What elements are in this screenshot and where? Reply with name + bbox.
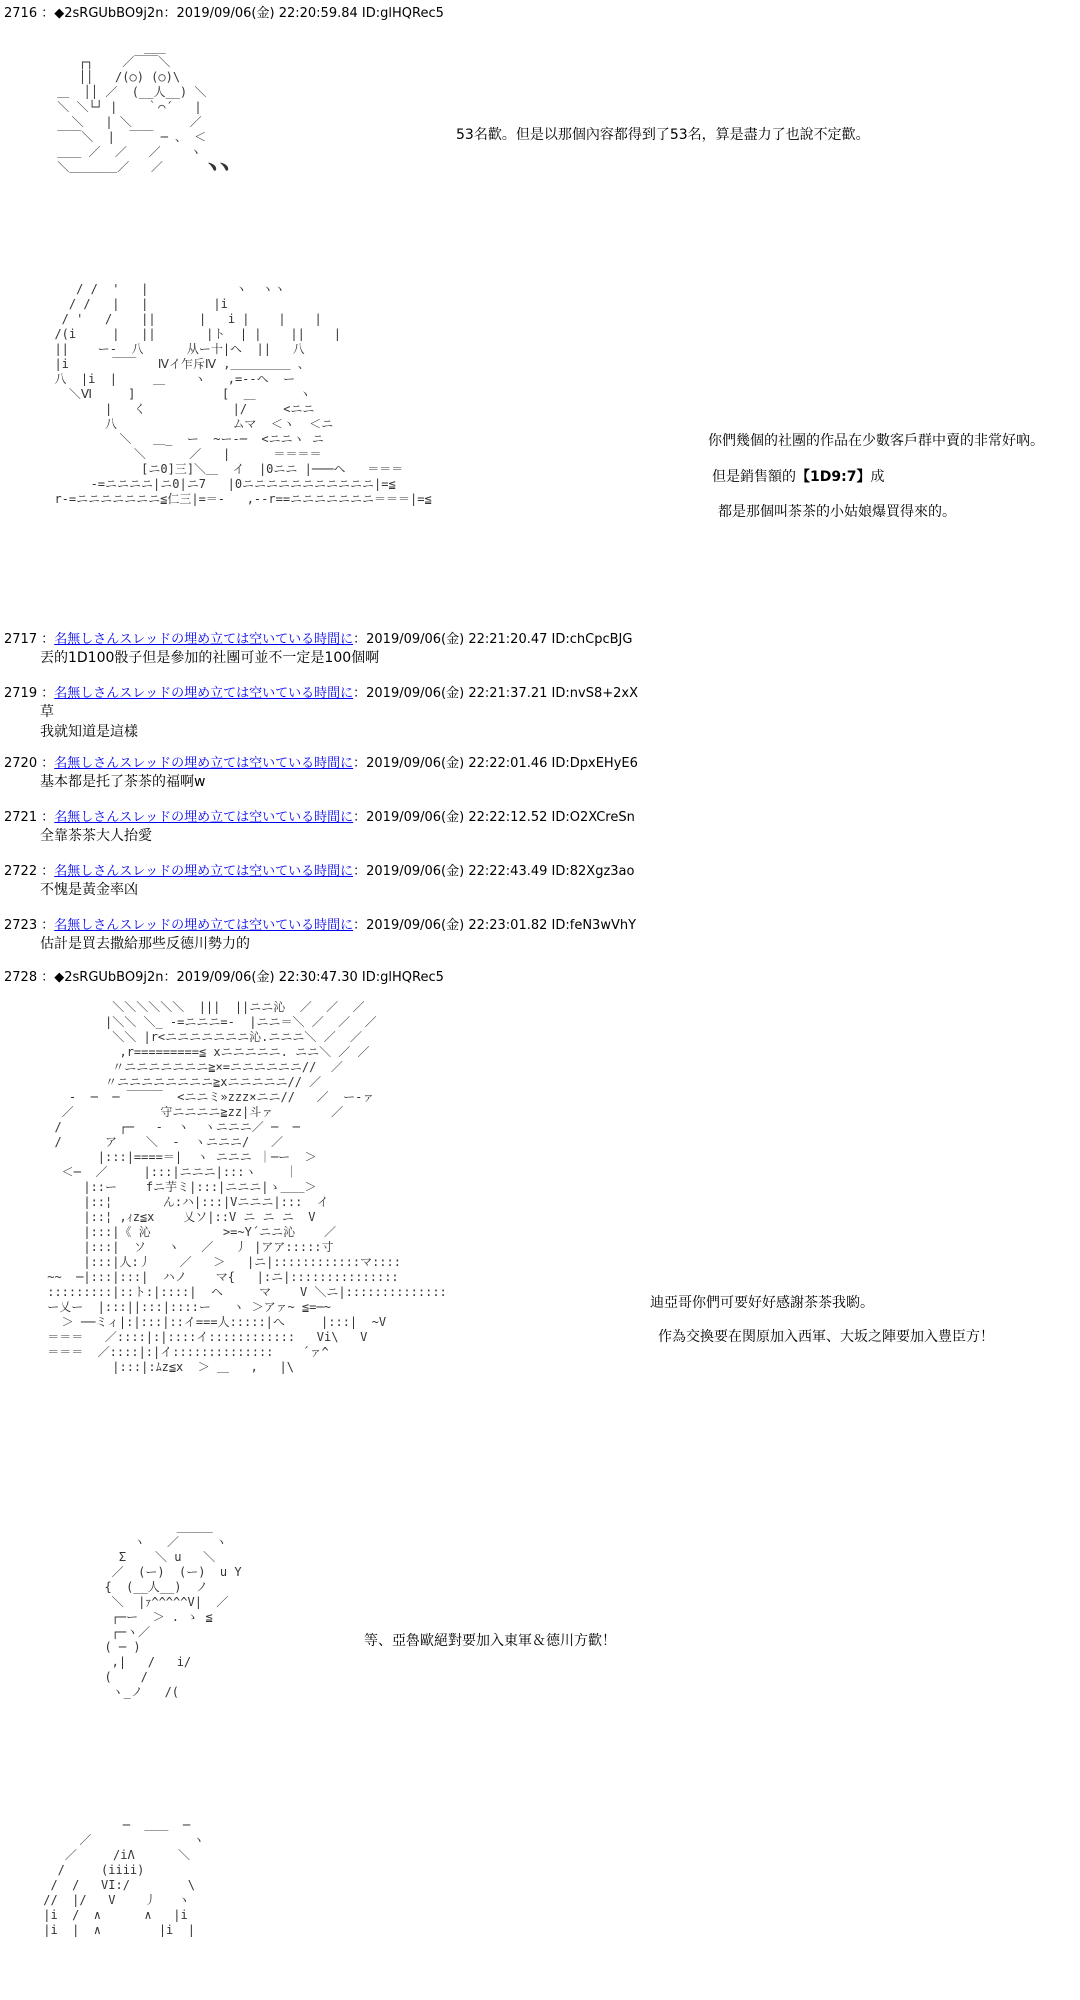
reply-2720	[0, 752, 638, 791]
post-datetime: 2019/09/06(金) 22:21:37.21	[366, 686, 548, 701]
post-datetime: 2019/09/06(金) 22:30:47.30	[176, 970, 358, 985]
poster-name-link[interactable]: 名無しさんスレッドの埋め立ては空いている時間に	[54, 810, 354, 825]
dice-result: 【1D9:7】	[796, 469, 871, 485]
ascii-art-girl-pointing: / / ' | ヽ ヽヽ / / | | |i / ' / || | i | | | /(i | || |ト | | || | || ー- 八 从ー十|ヘ || 八 |i ￣￣ Ⅳイ乍斥Ⅳ ,＿＿＿＿＿ 、 八 |i | ＿ ヽ ,=--ヘ ー ＼Ⅵ ] [ ＿ ヽ | く |/ <ニニ 八 ムマ ＜ヽ ＜ニ ＼ ＿_ ー ~ー-─ <ニニヽ ニ ＼ ／ | ＝＝＝＝ [ニ0]三]＼＿ イ |0ニニ |───ヘ ＝＝＝ -=ニニニニ|ニ0|ニ7 |0ニニニニニニニニニニニ|=≦ r-=ニニニニニニニ≦仁三|=＝- ,--r==ニニニニニニニ＝＝＝|=≦	[54, 282, 432, 506]
post-datetime: 2019/09/06(金) 22:20:59.84	[176, 6, 358, 21]
post-body: 丟的1D100骰子但是參加的社團可並不一定是100個啊	[40, 650, 380, 666]
post-body: 估計是買去撒給那些反德川勢力的	[40, 936, 250, 952]
poster-name-link[interactable]: 名無しさんスレッドの埋め立ては空いている時間に	[54, 918, 354, 933]
post-body: 我就知道是這樣	[40, 724, 138, 740]
ascii-art-yaranaio: ___ ┌┐ ／￣￣＼ ││ /(○) (○)\ ＿ ││ ／ (__人__) ＼ ＼ ＼└┘ | ｀⌒´ | ＼ | ＼ ／ ￣￣＼ | ￣￣ ─ 、 ＜ ＿＿ ／ ／ ／ ヽ ＼＿＿＿＿／ ／ ﹅﹅	[57, 40, 231, 174]
poster-id[interactable]: ID:chCpcBJG	[551, 632, 633, 647]
poster-id[interactable]: ID:DpxEHyE6	[551, 756, 638, 771]
post-text: 你們幾個的社團的作品在少數客戶群中賣的非常好吶。	[708, 433, 1044, 449]
post-datetime: 2019/09/06(金) 22:21:20.47	[366, 632, 548, 647]
post-datetime: 2019/09/06(金) 22:23:01.82	[366, 918, 548, 933]
poster-name-link[interactable]: 名無しさんスレッドの埋め立ては空いている時間に	[54, 756, 354, 771]
post-number[interactable]: 2723	[4, 918, 38, 933]
post-body: 全靠茶茶大人抬愛	[40, 828, 152, 844]
reply-2723	[0, 914, 637, 953]
ascii-art-yaruo-panic: ＿＿＿ ヽ ／ ヽ Σ ＼ u ＼ ／ (ー) (ー) u Y { (__人__) ノ ＼ |ｧ^^^^^V| ／ ┌─ー ＞ . ゝ ≦ ┌─ヽ／ ( ─ ) ,| / i/ ( / ヽ_ノ /(	[104, 1520, 242, 1699]
poster-id[interactable]: ID:glHQRec5	[361, 970, 444, 985]
reply-2722	[0, 860, 635, 899]
poster-id[interactable]: ID:feN3wVhY	[551, 918, 637, 933]
post-header-2716: 2716 ：◆2sRGUbBO9j2n：2019/09/06(金) 22:20:59.84 ID:glHQRec5	[4, 6, 444, 21]
post-header-2717: 2717 ：名無しさんスレッドの埋め立ては空いている時間に：2019/09/06(金) 22:21:20.47 ID:chCpcBJG	[4, 632, 633, 647]
post-datetime: 2019/09/06(金) 22:22:43.49	[366, 864, 548, 879]
reply-2717	[0, 628, 633, 667]
post-body: 基本都是托了茶茶的福啊w	[40, 774, 206, 790]
reply-2721	[0, 806, 635, 845]
post-header-2722: 2722 ：名無しさんスレッドの埋め立ては空いている時間に：2019/09/06(金) 22:22:43.49 ID:82Xgz3ao	[4, 864, 635, 879]
post-text: 等、亞魯歐絕對要加入東軍＆德川方歡！	[364, 1633, 616, 1649]
post-datetime: 2019/09/06(金) 22:22:12.52	[366, 810, 548, 825]
post-number[interactable]: 2722	[4, 864, 38, 879]
post-header-2723: 2723 ：名無しさんスレッドの埋め立ては空いている時間に：2019/09/06(金) 22:23:01.82 ID:feN3wVhY	[4, 918, 637, 933]
post-number[interactable]: 2720	[4, 756, 38, 771]
post-header-2719: 2719 ：名無しさんスレッドの埋め立ては空いている時間に：2019/09/06(金) 22:21:37.21 ID:nvS8+2xX	[4, 686, 638, 701]
post-body: 不愧是黃金率凶	[40, 882, 138, 898]
ascii-art-chacha: ＼＼＼＼＼＼ ||| ||ニニ沁 ／ ／ ／ |＼＼ ＼_ -=ニニニ=- |ニニ＝＼ ／ ／ ／ ＼＼ |r<ニニニニニニニ沁.ニニニ＼ ／ ／ ,r=========≦ xニニニニニ. ニニ＼ ／ ／ 〃ニニニニニニニ≧×=ニニニニニニ// ／ 〃ニニニニニニニニ≧xニニニニニ// ／ - ─ ─ ￣￣￣ <ニニミ»zzz×ニニ// ／ ー-ァ ／ 守ニニニニ≧zz|斗ァ ／ / ┌─ ‐ ヽ ヽニニニ／ ─ ─ / ア ＼ ‐ ヽニニニ/ ／ |:::|====＝| ヽ ニニニ ｜─ー ＞ ＜─ ／ |:::|ニニニ|:::ヽ ｜ |::ー fニ芋ミ|:::|ニニニ|ゝ＿＿＞ |::¦ ん:ハ|:::|Vニニニ|::: イ |::¦ ,ｨz≦x 乂ソ|::V ニ ニ ニ V |:::|《 沁 >=~Y´ニニ沁 ／ |:::| ソ ヽ ／ 丿 |アア:::::寸 |:::|人:丿 ／ ＞ |ニ|::::::::::::マ:::: ~~ ─|:::|:::| ハノ マ{ |:ニ|::::::::::::::: :::::::::|::ト:|::::| ヘ マ V ＼ニ|:::::::::::::: ー乂ー |:::||:::|::::ー ヽ ＞アァ~ ≦=─~ ＞ ──ミィ|:|:::|::イ===人:::::|へ |:::| ~V ＝＝＝ ／::::|:|::::イ:::::::::::: Vi\ V ＝＝＝ ／::::|:|イ:::::::::::::: ´ァ^ |:::|:ﾑz≦x ＞ ＿ , |\	[47, 1000, 447, 1374]
poster-id[interactable]: ID:82Xgz3ao	[551, 864, 635, 879]
post-text: 都是那個叫茶茶的小姑娘爆買得來的。	[718, 504, 956, 520]
post-number[interactable]: 2717	[4, 632, 38, 647]
poster-trip: ◆2sRGUbBO9j2n	[54, 6, 164, 21]
post-body: 草	[40, 704, 54, 720]
poster-name-link[interactable]: 名無しさんスレッドの埋め立ては空いている時間に	[54, 864, 354, 879]
post-number[interactable]: 2728	[4, 970, 38, 985]
poster-id[interactable]: ID:nvS8+2xX	[551, 686, 638, 701]
post-header-2728: 2728 ：◆2sRGUbBO9j2n：2019/09/06(金) 22:30:47.30 ID:glHQRec5	[4, 970, 444, 985]
reply-2719	[0, 682, 638, 741]
post-number[interactable]: 2721	[4, 810, 38, 825]
poster-trip: ◆2sRGUbBO9j2n	[54, 970, 164, 985]
poster-name-link[interactable]: 名無しさんスレッドの埋め立ては空いている時間に	[54, 632, 354, 647]
post-text: 作為交換要在関原加入西軍、大坂之陣要加入豊臣方！	[658, 1329, 994, 1345]
post-datetime: 2019/09/06(金) 22:22:01.46	[366, 756, 548, 771]
post-number[interactable]: 2716	[4, 6, 38, 21]
post-text: 53名歡。但是以那個內容都得到了53名，算是盡力了也說不定歡。	[456, 127, 870, 143]
poster-id[interactable]: ID:glHQRec5	[361, 6, 444, 21]
post-header-2720: 2720 ：名無しさんスレッドの埋め立ては空いている時間に：2019/09/06(金) 22:22:01.46 ID:DpxEHyE6	[4, 756, 638, 771]
post-text: 迪亞哥你們可要好好感謝茶茶我喲。	[650, 1295, 874, 1311]
ascii-art-character-bottom: ─ ＿＿ ─ ／ ヽ ／ /iΛ ＼ / (iiii) / / VI:/ \ // |/ V 丿 ヽ |i / ∧ ∧ |i |i | ∧ |i |	[43, 1818, 205, 1937]
post-text-sales: 但是銷售額的【1D9:7】成	[712, 469, 885, 485]
poster-id[interactable]: ID:O2XCreSn	[551, 810, 635, 825]
poster-name-link[interactable]: 名無しさんスレッドの埋め立ては空いている時間に	[54, 686, 354, 701]
post-number[interactable]: 2719	[4, 686, 38, 701]
post-header-2721: 2721 ：名無しさんスレッドの埋め立ては空いている時間に：2019/09/06(金) 22:22:12.52 ID:O2XCreSn	[4, 810, 635, 825]
